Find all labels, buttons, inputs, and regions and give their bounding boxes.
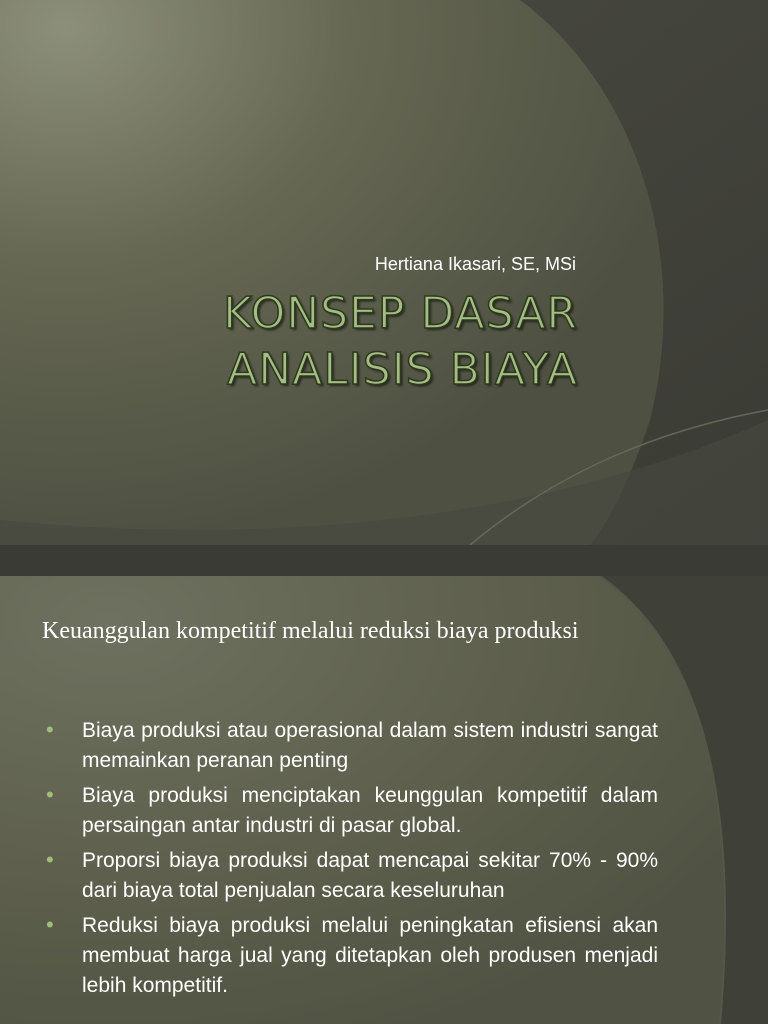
list-item xyxy=(46,846,658,906)
list-item xyxy=(46,911,658,1001)
slide-title: KONSEP DASAR ANALISIS BIAYA xyxy=(223,288,578,395)
bullet-dot-icon: • xyxy=(46,847,54,872)
list-item xyxy=(46,781,658,841)
content-slide-heading: Keuanggulan kompetitif melalui reduksi biaya produksi xyxy=(42,618,579,644)
bullet-text: Proporsi biaya produksi dapat mencapai sekitar 70% - 90% dari biaya total penjualan secara keseluruhan xyxy=(82,849,658,902)
bullet-text: Reduksi biaya produksi melalui peningkatan efisiensi akan membuat harga jual yang ditetapkan oleh produsen menjadi lebih kompetitif. xyxy=(82,914,658,997)
author-name: Hertiana Ikasari, SE, MSi xyxy=(374,254,576,274)
bullet-dot-icon: • xyxy=(46,782,54,807)
bullet-dot-icon: • xyxy=(46,912,54,937)
bullet-text: Biaya produksi atau operasional dalam sistem industri sangat memainkan peranan penting xyxy=(82,719,658,772)
bullet-text: Biaya produksi menciptakan keunggulan kompetitif dalam persaingan antar industri di pasar global. xyxy=(82,784,658,837)
list-item xyxy=(46,716,658,776)
bullet-dot-icon: • xyxy=(46,717,54,742)
bullet-list xyxy=(46,716,658,1006)
slide-separator xyxy=(0,545,768,576)
